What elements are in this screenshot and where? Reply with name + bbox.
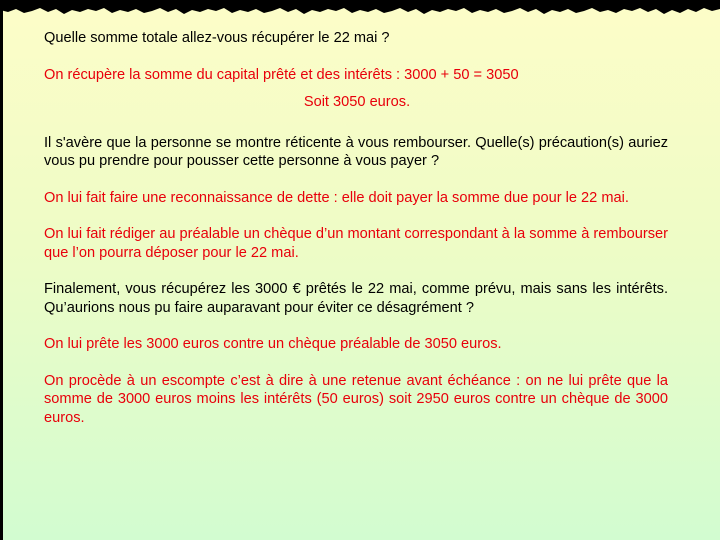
question-total-sum: Quelle somme totale allez-vous récupérer le 22 mai ?	[44, 30, 390, 46]
answer-cheque-3050: On lui prête les 3000 euros contre un chèque préalable de 3050 euros.	[44, 336, 502, 352]
answer-cheque-prealable: On lui fait rédiger au préalable un chèque d’un montant correspondant à la somme à rembourser que l’on pourra déposer pour le 22 mai.	[44, 226, 668, 261]
answer-total-sum-result: Soit 3050 euros.	[303, 94, 411, 110]
exercise-content	[44, 29, 668, 427]
answer-total-sum: On récupère la somme du capital prêté et des intérêts : 3000 + 50 = 3050	[44, 66, 519, 83]
answer-escompte: On procède à un escompte c’est à dire à une retenue avant échéance : on ne lui prête que la somme de 3000 euros moins les intérêts (50 euros) soit 2950 euros contre un chèque de 3000 euros.	[44, 372, 668, 426]
torn-paper-edge	[0, 0, 720, 22]
answer-reconnaissance-dette: On lui fait faire une reconnaissance de dette : elle doit payer la somme due pour le 22 mai.	[44, 189, 629, 206]
left-border	[0, 0, 3, 540]
question-interets: Finalement, vous récupérez les 3000 € prêtés le 22 mai, comme prévu, mais sans les intérêts. Qu’aurions nous pu faire auparavant pour éviter ce désagrément ?	[44, 281, 668, 316]
question-precautions: Il s'avère que la personne se montre réticente à vous rembourser. Quelle(s) précaution(s) auriez vous pu prendre pour pousser cette personne à vous payer ?	[44, 134, 668, 169]
